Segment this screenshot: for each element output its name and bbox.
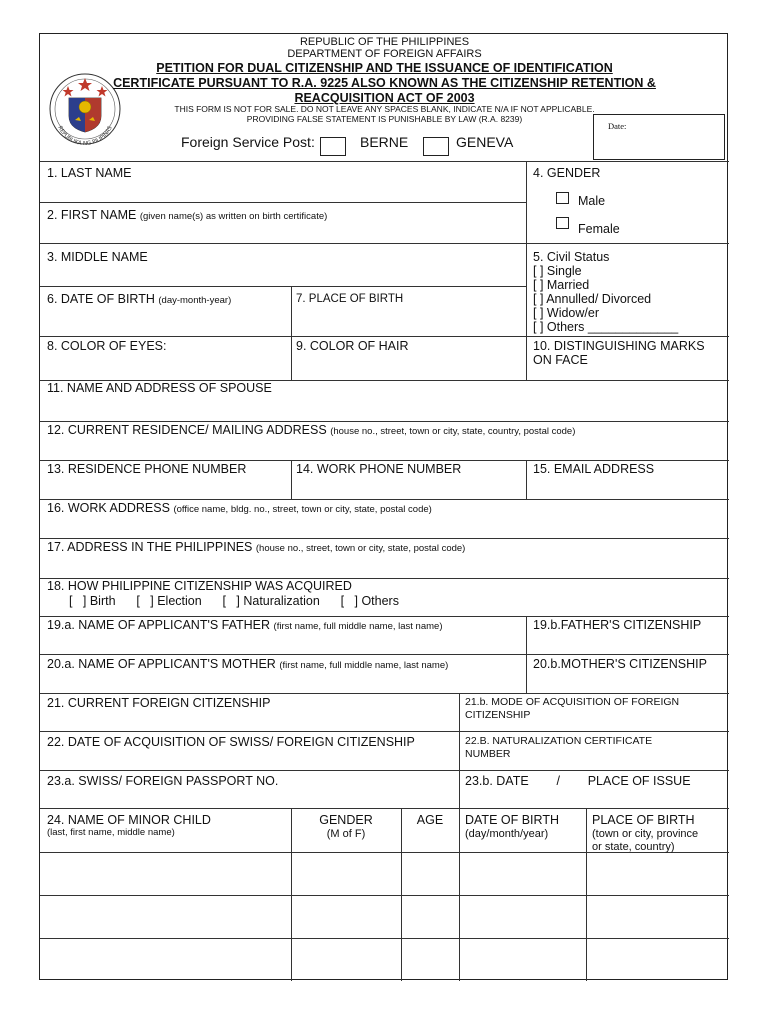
mother-name-label: 20.a. NAME OF APPLICANT'S MOTHER (first name, full middle name, last name) bbox=[47, 657, 449, 671]
male-checkbox[interactable] bbox=[556, 192, 569, 204]
form-title-line1: PETITION FOR DUAL CITIZENSHIP AND THE ISSUANCE OF IDENTIFICATION bbox=[156, 61, 613, 75]
child-age-header: AGE bbox=[416, 813, 444, 827]
form-title-line3: REACQUISITION ACT OF 2003 bbox=[294, 91, 475, 105]
female-checkbox[interactable] bbox=[556, 217, 569, 229]
passport-number-label: 23.a. SWISS/ FOREIGN PASSPORT NO. bbox=[47, 774, 279, 788]
spouse-label: 11. NAME AND ADDRESS OF SPOUSE bbox=[47, 381, 272, 395]
minor-child-name-header: 24. NAME OF MINOR CHILD bbox=[47, 813, 211, 827]
foreign-citizenship-label: 21. CURRENT FOREIGN CITIZENSHIP bbox=[47, 696, 271, 710]
child-gender-note: (M of F) bbox=[326, 828, 366, 840]
petition-form bbox=[39, 33, 728, 980]
civil-status-single[interactable]: [ ] Single bbox=[533, 264, 582, 278]
child-pob-note-2: or state, country) bbox=[592, 841, 675, 853]
divider bbox=[40, 421, 729, 422]
divider bbox=[40, 895, 729, 896]
date-label: Date: bbox=[608, 121, 627, 131]
work-phone-label: 14. WORK PHONE NUMBER bbox=[296, 462, 462, 476]
civil-status-married[interactable]: [ ] Married bbox=[533, 278, 590, 292]
female-label: Female bbox=[578, 222, 620, 236]
berne-label: BERNE bbox=[360, 134, 409, 150]
form-title-line2: CERTIFICATE PURSUANT TO R.A. 9225 ALSO KNOWN AS THE CITIZENSHIP RETENTION & bbox=[113, 76, 656, 90]
email-label: 15. EMAIL ADDRESS bbox=[533, 462, 655, 476]
last-name-label: 1. LAST NAME bbox=[47, 166, 132, 180]
civil-status-others[interactable]: [ ] Others _____________ bbox=[533, 320, 679, 334]
child-dob-note: (day/month/year) bbox=[465, 828, 549, 840]
notice-line2: PROVIDING FALSE STATEMENT IS PUNISHABLE BY LAW (R.A. 8239) bbox=[246, 114, 523, 124]
child-dob-header: DATE OF BIRTH bbox=[465, 813, 559, 827]
date-of-birth-label: 6. DATE OF BIRTH (day-month-year) bbox=[47, 292, 232, 306]
notice-line1: THIS FORM IS NOT FOR SALE. DO NOT LEAVE ANY SPACES BLANK, INDICATE N/A IF NOT APPLICABLE. bbox=[174, 104, 595, 114]
divider bbox=[40, 336, 729, 337]
geneva-label: GENEVA bbox=[456, 134, 514, 150]
divider bbox=[40, 770, 729, 771]
divider bbox=[40, 654, 729, 655]
divider bbox=[40, 202, 526, 203]
male-label: Male bbox=[578, 194, 606, 208]
divider bbox=[459, 693, 460, 808]
divider bbox=[40, 938, 729, 939]
distinguishing-marks-label-2: ON FACE bbox=[533, 353, 588, 367]
citizenship-acquired-label: 18. HOW PHILIPPINE CITIZENSHIP WAS ACQUIRED bbox=[47, 579, 352, 593]
divider bbox=[40, 538, 729, 539]
residence-phone-label: 13. RESIDENCE PHONE NUMBER bbox=[47, 462, 247, 476]
child-pob-note-1: (town or city, province bbox=[592, 828, 699, 840]
berne-checkbox[interactable] bbox=[320, 137, 346, 156]
naturalization-certificate-label: 22.B. NATURALIZATION CERTIFICATE bbox=[465, 735, 653, 747]
father-name-label: 19.a. NAME OF APPLICANT'S FATHER (first name, full middle name, last name) bbox=[47, 618, 443, 632]
divider bbox=[40, 693, 729, 694]
middle-name-label: 3. MIDDLE NAME bbox=[47, 250, 148, 264]
minor-child-name-note: (last, first name, middle name) bbox=[47, 827, 175, 838]
geneva-checkbox[interactable] bbox=[423, 137, 449, 156]
naturalization-certificate-label-2: NUMBER bbox=[465, 748, 511, 760]
divider bbox=[291, 460, 292, 499]
civil-status-annulled[interactable]: [ ] Annulled/ Divorced bbox=[533, 292, 652, 306]
child-pob-header: PLACE OF BIRTH bbox=[592, 813, 695, 827]
divider bbox=[526, 460, 527, 499]
passport-date-place-label: 23.b. DATE / PLACE OF ISSUE bbox=[465, 774, 691, 788]
divider bbox=[40, 808, 729, 809]
current-residence-label: 12. CURRENT RESIDENCE/ MAILING ADDRESS (house no., street, town or city, state, country, postal code) bbox=[47, 423, 576, 437]
place-of-birth-label: 7. PLACE OF BIRTH bbox=[296, 293, 404, 305]
divider bbox=[40, 616, 729, 617]
divider bbox=[40, 499, 729, 500]
svg-text:REPUBLIKA NG PILIPINAS: REPUBLIKA NG PILIPINAS bbox=[56, 125, 114, 146]
gender-label: 4. GENDER bbox=[533, 166, 601, 180]
father-citizenship-label: 19.b.FATHER'S CITIZENSHIP bbox=[533, 618, 702, 632]
child-gender-header: GENDER bbox=[319, 813, 373, 827]
mother-citizenship-label: 20.b.MOTHER'S CITIZENSHIP bbox=[533, 657, 707, 671]
divider bbox=[40, 243, 729, 244]
philippine-address-label: 17. ADDRESS IN THE PHILIPPINES (house no., street, town or city, state, postal code) bbox=[47, 540, 466, 554]
eye-color-label: 8. COLOR OF EYES: bbox=[47, 339, 167, 353]
hair-color-label: 9. COLOR OF HAIR bbox=[296, 339, 409, 353]
divider bbox=[40, 286, 526, 287]
acquisition-mode-label: 21.b. MODE OF ACQUISITION OF FOREIGN bbox=[465, 696, 680, 708]
divider bbox=[526, 161, 527, 380]
divider bbox=[40, 460, 729, 461]
citizenship-acquired-options[interactable]: [ ] Birth [ ] Election [ ] Naturalization [ ] Others bbox=[69, 594, 399, 608]
divider bbox=[40, 731, 729, 732]
civil-status-label: 5. Civil Status bbox=[533, 250, 610, 264]
header-republic: REPUBLIC OF THE PHILIPPINES bbox=[299, 36, 470, 48]
distinguishing-marks-label: 10. DISTINGUISHING MARKS bbox=[533, 339, 705, 353]
first-name-label: 2. FIRST NAME (given name(s) as written on birth certificate) bbox=[47, 208, 328, 222]
civil-status-widow[interactable]: [ ] Widow/er bbox=[533, 306, 599, 320]
header-department: DEPARTMENT OF FOREIGN AFFAIRS bbox=[287, 48, 482, 60]
divider bbox=[40, 161, 729, 162]
acquisition-date-label: 22. DATE OF ACQUISITION OF SWISS/ FOREIGN CITIZENSHIP bbox=[47, 735, 415, 749]
acquisition-mode-label-2: CITIZENSHIP bbox=[465, 709, 531, 721]
post-label: Foreign Service Post: bbox=[181, 134, 315, 150]
divider bbox=[291, 286, 292, 380]
date-box[interactable] bbox=[593, 114, 725, 160]
work-address-label: 16. WORK ADDRESS (office name, bldg. no., street, town or city, state, postal code) bbox=[47, 501, 432, 515]
